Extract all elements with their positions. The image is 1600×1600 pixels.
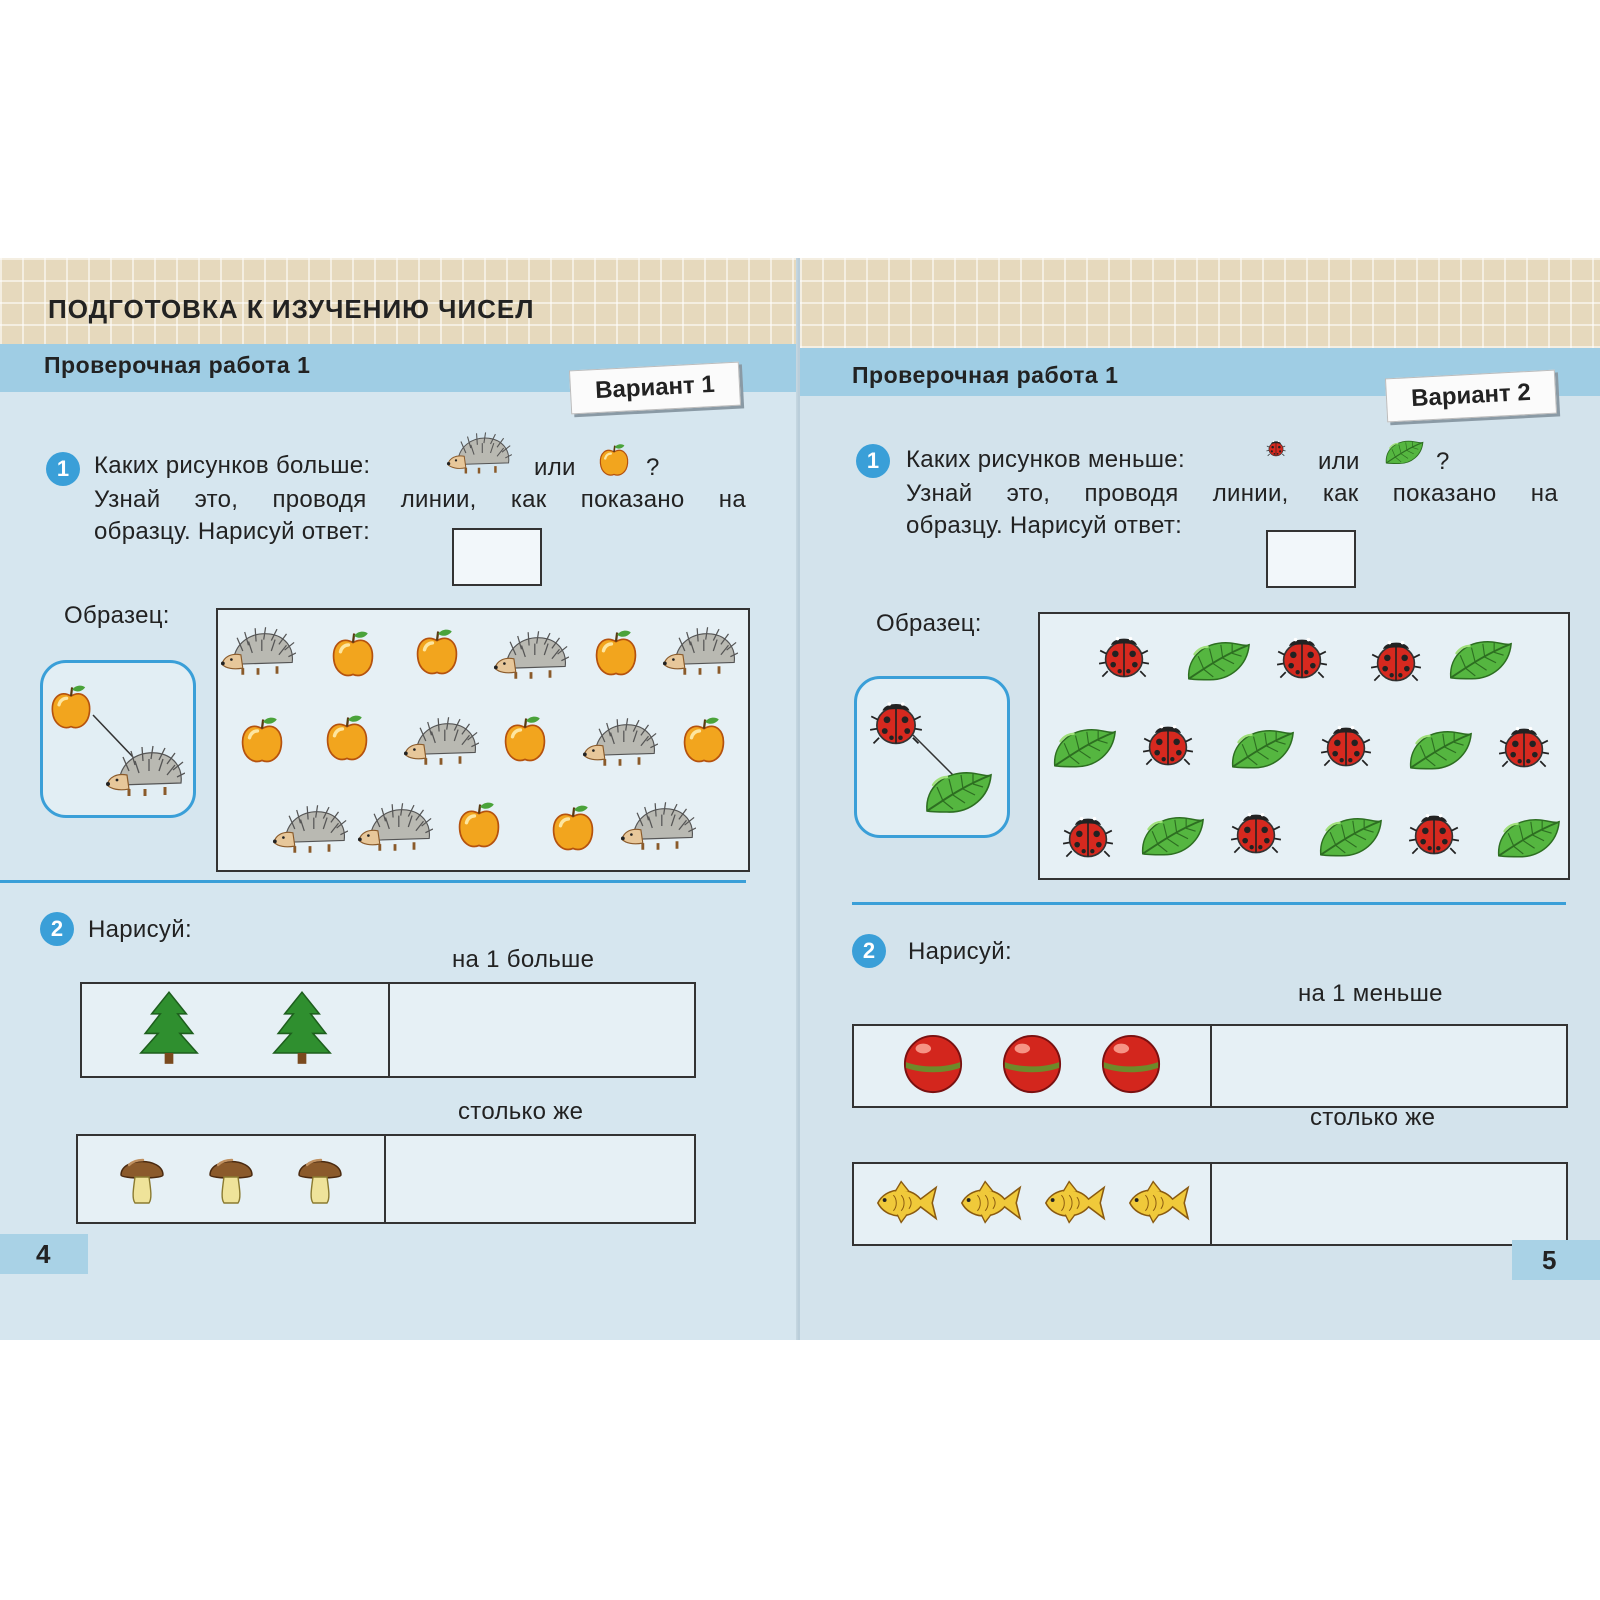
hedgehog-icon: [105, 743, 185, 799]
hedgehog-icon: [403, 714, 479, 768]
apple-icon: [239, 715, 285, 765]
instruction-word: Узнай: [94, 486, 161, 513]
or-word: или: [534, 454, 576, 481]
ladybug-icon: [1230, 806, 1282, 858]
ball-icon: [1100, 1033, 1162, 1100]
page-number: 4: [0, 1234, 88, 1274]
task2-label: Нарисуй:: [88, 916, 192, 943]
variant-label: Вариант 2: [1385, 370, 1557, 423]
apple-icon: [681, 715, 727, 765]
task1-instruction: [94, 486, 746, 514]
row2-caption: столько же: [1310, 1104, 1436, 1131]
hedgehog-icon: [620, 799, 696, 853]
mushroom-icon: [206, 1147, 256, 1212]
row1-caption: на 1 меньше: [1298, 980, 1443, 1007]
drawing-table-more: [80, 982, 696, 1078]
sample-box: [40, 660, 196, 818]
mushroom-icon: [295, 1147, 345, 1212]
mushroom-icon: [117, 1147, 167, 1212]
drawing-table-same: [76, 1134, 696, 1224]
apple-icon: [502, 714, 548, 764]
instruction-word: как: [1322, 480, 1359, 507]
answer-cell[interactable]: [388, 984, 694, 1076]
variant-label: Вариант 1: [569, 362, 741, 415]
apple-icon: [49, 683, 93, 731]
given-cell: [854, 1026, 1210, 1106]
apple-icon: [593, 628, 639, 678]
fir-tree-icon: [136, 990, 202, 1071]
sample-label: Образец:: [876, 610, 982, 637]
task-number-badge: 2: [40, 912, 74, 946]
task-number-badge: 2: [852, 934, 886, 968]
leaf-icon: [1447, 634, 1513, 682]
right-page: [800, 258, 1600, 1340]
ladybug-icon: [1276, 631, 1328, 683]
task2-label: Нарисуй:: [908, 938, 1012, 965]
leaf-icon: [1185, 635, 1251, 683]
hedgehog-icon: [357, 800, 433, 854]
ladybug-icon: [1142, 718, 1194, 770]
question-mark: ?: [1436, 448, 1450, 475]
test-title: Проверочная работа 1: [44, 352, 311, 378]
hedgehog-icon: [493, 628, 569, 682]
apple-icon: [324, 713, 370, 763]
ladybug-icon: [1498, 720, 1550, 772]
leaf-icon: [923, 765, 993, 815]
sample-box: [854, 676, 1010, 838]
ladybug-icon: [1062, 810, 1114, 862]
fish-icon: [956, 1179, 1024, 1230]
apple-icon: [456, 800, 502, 850]
or-word: или: [1318, 448, 1360, 475]
given-cell: [82, 984, 388, 1076]
leaf-icon: [1317, 811, 1383, 859]
answer-box[interactable]: [1266, 530, 1356, 588]
fish-icon: [1124, 1179, 1192, 1230]
section-title: ПОДГОТОВКА К ИЗУЧЕНИЮ ЧИСЕЛ: [48, 294, 535, 324]
hedgehog-icon: [272, 802, 348, 856]
given-cell: [854, 1164, 1210, 1244]
drawing-table-same: [852, 1162, 1568, 1246]
hedgehog-icon: [446, 430, 512, 476]
textbook-spread: [0, 258, 1600, 1340]
drawing-table-less: [852, 1024, 1568, 1108]
leaf-icon: [1229, 723, 1295, 771]
instruction-word: это,: [1006, 480, 1051, 507]
page-number: 5: [1512, 1240, 1600, 1280]
leaf-icon: [1139, 810, 1205, 858]
leaf-icon: [1407, 724, 1473, 772]
apple-icon: [550, 803, 596, 853]
left-page: [0, 258, 797, 1340]
apple-icon: [414, 627, 460, 677]
instruction-word: как: [510, 486, 547, 513]
task1-question: Каких рисунков больше:: [94, 452, 371, 479]
hedgehog-icon: [220, 624, 296, 678]
instruction-word: это,: [194, 486, 239, 513]
task-number-badge: 1: [46, 452, 80, 486]
test-title: Проверочная работа 1: [852, 362, 1119, 388]
ladybug-icon: [1408, 807, 1460, 859]
instruction-word: на: [718, 486, 746, 513]
leaf-icon: [1384, 436, 1424, 466]
task-divider: [0, 880, 746, 883]
task-number-badge: 1: [856, 444, 890, 478]
instruction-word: проводя: [1084, 480, 1179, 507]
instruction-word: проводя: [272, 486, 367, 513]
picture-grid: [1038, 612, 1570, 880]
fish-icon: [1040, 1179, 1108, 1230]
ladybug-icon: [869, 695, 923, 749]
sample-label: Образец:: [64, 602, 170, 629]
instruction-word: Узнай: [906, 480, 973, 507]
task1-answer-prompt: образцу. Нарисуй ответ:: [94, 518, 371, 545]
apple-icon: [330, 629, 376, 679]
leaf-icon: [1495, 812, 1561, 860]
hedgehog-icon: [582, 715, 658, 769]
task1-answer-prompt: образцу. Нарисуй ответ:: [906, 512, 1183, 539]
ball-icon: [1001, 1033, 1063, 1100]
instruction-word: линии,: [400, 486, 477, 513]
task-divider: [852, 902, 1566, 905]
apple-icon: [598, 442, 630, 478]
question-mark: ?: [646, 454, 660, 481]
row2-caption: столько же: [458, 1098, 584, 1125]
instruction-word: показано: [1392, 480, 1497, 507]
ball-icon: [902, 1033, 964, 1100]
ladybug-icon: [1320, 719, 1372, 771]
header-grid-band: [800, 258, 1600, 348]
instruction-word: линии,: [1212, 480, 1289, 507]
row1-caption: на 1 больше: [452, 946, 595, 973]
ladybug-icon: [1098, 630, 1150, 682]
ladybug-icon: [1370, 634, 1422, 686]
instruction-word: показано: [580, 486, 685, 513]
picture-grid: [216, 608, 750, 872]
instruction-word: на: [1530, 480, 1558, 507]
task1-question: Каких рисунков меньше:: [906, 446, 1185, 473]
fir-tree-icon: [269, 990, 335, 1071]
answer-cell[interactable]: [384, 1136, 694, 1222]
fish-icon: [872, 1179, 940, 1230]
leaf-icon: [1051, 722, 1117, 770]
ladybug-icon: [1266, 438, 1286, 458]
answer-cell[interactable]: [1210, 1164, 1566, 1244]
answer-box[interactable]: [452, 528, 542, 586]
task1-instruction: [906, 480, 1558, 508]
answer-cell[interactable]: [1210, 1026, 1566, 1106]
given-cell: [78, 1136, 384, 1222]
hedgehog-icon: [662, 624, 738, 678]
